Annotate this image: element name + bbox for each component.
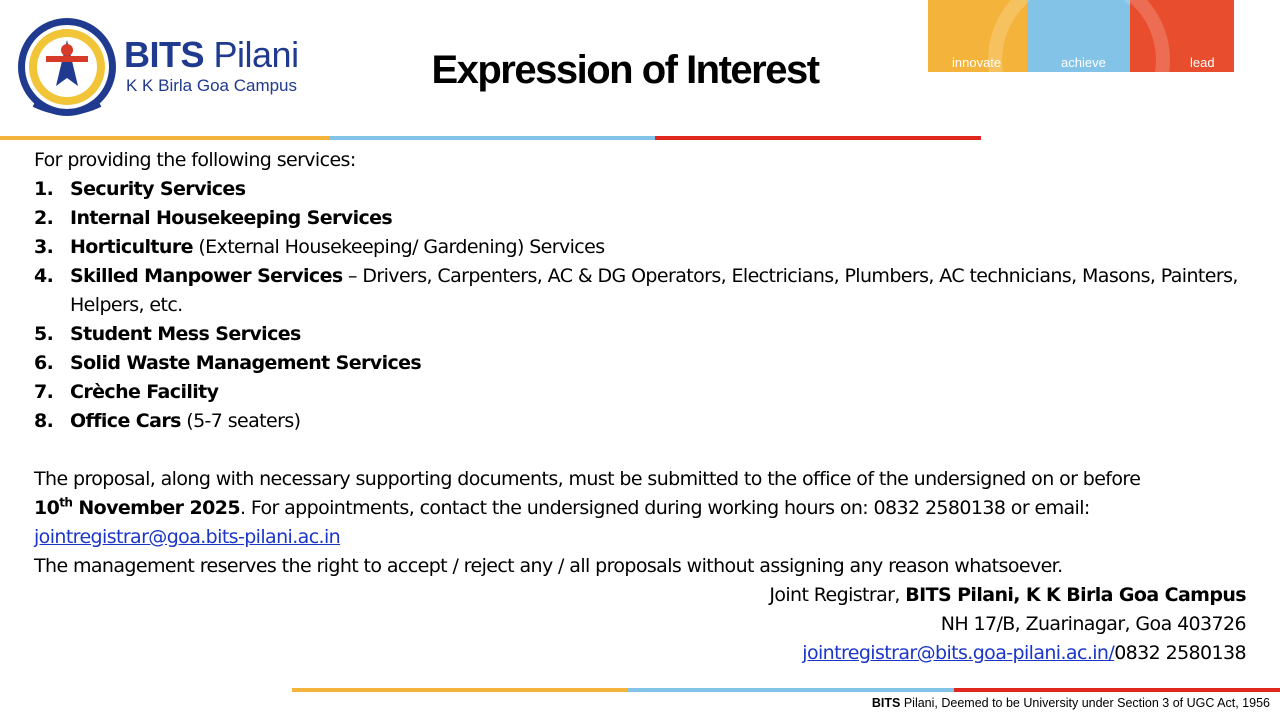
tagline-innovate: innovate <box>928 0 1027 72</box>
list-item: 8. Office Cars (5-7 seaters) <box>34 410 301 432</box>
brand-campus: K K Birla Goa Campus <box>126 76 298 95</box>
footer-note: BITS Pilani, Deemed to be University under Section 3 of UGC Act, 1956 <box>871 696 1270 710</box>
list-item: 2. Internal Housekeeping Services <box>34 207 393 229</box>
tagline-achieve: achieve <box>1027 0 1130 72</box>
list-item: 4. Skilled Manpower Services – Drivers, Carpenters, AC & DG Operators, Electricians, Plumbers, AC technicians, Masons, Painters, Helpers, etc. <box>34 265 1238 316</box>
signature-address: NH 17/B, Zuarinagar, Goa 403726 <box>940 613 1246 635</box>
intro-text: For providing the following services: <box>34 149 356 171</box>
proposal-text: The proposal, along with necessary supporting documents, must be submitted to the office of the undersigned on or before 10th November 2025. For appointments, contact the undersigned during working hours on: 0832 2580138 or email: jointregistrar@goa.bits-pilani.ac.in <box>34 468 1141 548</box>
signature-contact: jointregistrar@bits.goa-pilani.ac.in/0832 2580138 <box>802 642 1246 664</box>
brand-name: BITS Pilani <box>124 34 299 75</box>
list-item: 6. Solid Waste Management Services <box>34 352 422 374</box>
header-divider <box>0 136 981 140</box>
notice-body <box>34 146 1254 668</box>
list-item: 7. Crèche Facility <box>34 381 219 403</box>
signature-line: Joint Registrar, BITS Pilani, K K Birla Goa Campus <box>769 584 1246 606</box>
tagline-banner <box>928 0 1234 72</box>
page-title: Expression of Interest <box>431 48 819 92</box>
list-item: 5. Student Mess Services <box>34 323 301 345</box>
contact-email-link[interactable]: jointregistrar@goa.bits-pilani.ac.in <box>34 526 341 548</box>
tagline-lead: lead <box>1130 0 1234 72</box>
signature-email-link[interactable]: jointregistrar@bits.goa-pilani.ac.in/ <box>802 642 1115 664</box>
services-list <box>34 175 1254 436</box>
list-item: 3. Horticulture (External Housekeeping/ Gardening) Services <box>34 236 605 258</box>
management-note: The management reserves the right to accept / reject any / all proposals without assigning any reason whatsoever. <box>34 555 1063 577</box>
footer-divider <box>292 688 1280 692</box>
list-item: 1. Security Services <box>34 178 246 200</box>
deadline-date: 10th November 2025 <box>34 495 240 519</box>
